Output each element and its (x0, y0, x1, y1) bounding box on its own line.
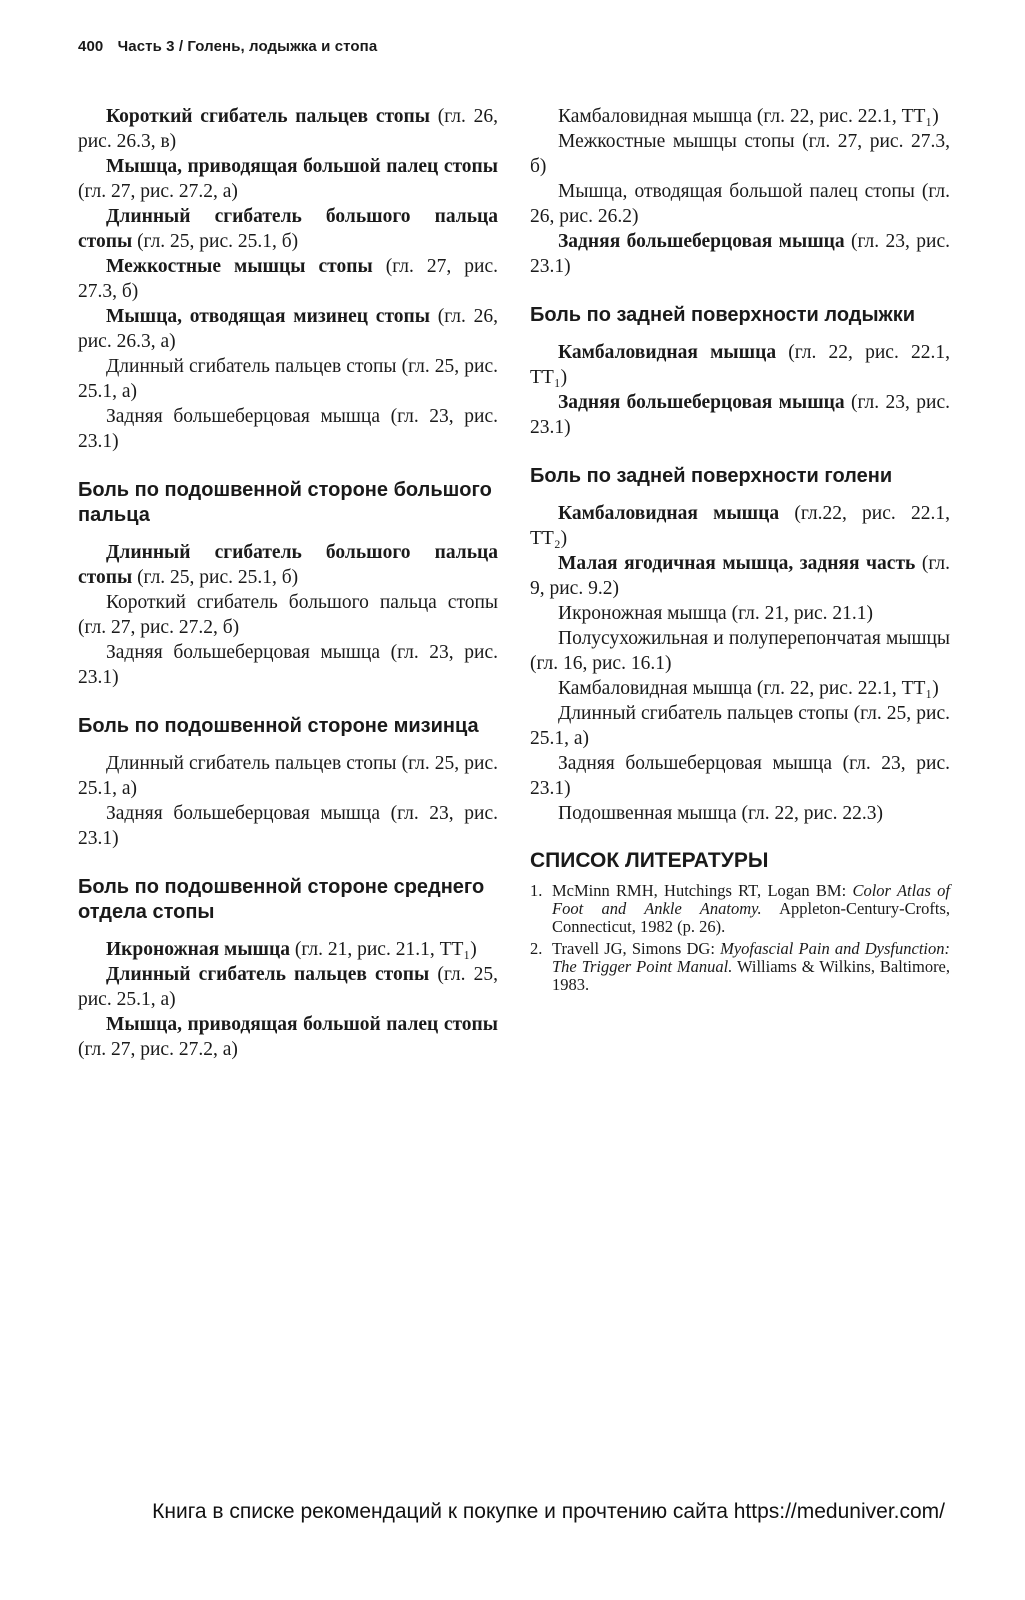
page-number: 400 (78, 38, 104, 55)
footer-note[interactable]: Книга в списке рекомендаций к покупке и прочтению сайта https://meduniver.com/ (152, 1500, 945, 1523)
muscle-entry (530, 701, 950, 751)
muscle-reference: Задняя большеберцовая мышца (гл. 23, рис. 23.1) (78, 406, 498, 452)
left-column (78, 104, 498, 1062)
muscle-name: Длинный сгибатель пальцев стопы (106, 964, 430, 985)
muscle-reference: (гл. 23, рис. 23.1) (530, 231, 950, 277)
muscle-name: Мышца, приводящая большой палец стопы (106, 156, 498, 177)
muscle-entry (78, 154, 498, 204)
reference-title: Myofascial Pain and Dysfunction: The Trigger Point Manual. (552, 939, 950, 976)
reference-number: 2. (530, 939, 543, 958)
muscle-reference: Задняя большеберцовая мышца (гл. 23, рис. 23.1) (78, 803, 498, 849)
muscle-entry (78, 254, 498, 304)
muscle-reference: (гл.22, рис. 22.1, TT₂) (530, 503, 950, 549)
bibliography-item (530, 940, 950, 994)
muscle-name: Мышца, отводящая мизинец стопы (106, 306, 430, 327)
muscle-entry (530, 179, 950, 229)
muscle-reference: (гл. 23, рис. 23.1) (530, 392, 950, 438)
muscle-entry (78, 590, 498, 640)
muscle-entry (78, 104, 498, 154)
muscle-reference: (гл. 21, рис. 21.1, TT₁) (290, 939, 477, 960)
muscle-entry (530, 751, 950, 801)
section-heading: Боль по задней поверхности голени (530, 465, 893, 487)
muscle-reference: Длинный сгибатель пальцев стопы (гл. 25, рис. 25.1, а) (530, 703, 950, 749)
muscle-name: Малая ягодичная мышца, задняя часть (558, 553, 916, 574)
muscle-entry (530, 390, 950, 440)
muscle-entry (78, 801, 498, 851)
muscle-entry (78, 304, 498, 354)
bibliography-item (530, 882, 950, 936)
bibliography-list (530, 882, 950, 994)
muscle-reference: (гл. 26, рис. 26.3, в) (78, 106, 498, 152)
muscle-reference: Камбаловидная мышца (гл. 22, рис. 22.1, TT₁) (558, 106, 939, 127)
muscle-name: Длинный сгибатель большого пальца стопы (78, 206, 498, 252)
muscle-entry (78, 354, 498, 404)
muscle-name: Камбаловидная мышца (558, 342, 777, 363)
bibliography-title: СПИСОК ЛИТЕРАТУРЫ (530, 849, 769, 872)
muscle-reference: (гл. 9, рис. 9.2) (530, 553, 951, 599)
muscle-reference: (гл. 27, рис. 27.2, а) (78, 181, 238, 202)
muscle-entry (530, 626, 950, 676)
muscle-reference: Задняя большеберцовая мышца (гл. 23, рис. 23.1) (530, 753, 950, 799)
section-heading: Боль по подошвенной стороне среднего отдела стопы (78, 876, 485, 923)
muscle-reference: Межкостные мышцы стопы (гл. 27, рис. 27.3, б) (530, 131, 950, 177)
reference-authors: McMinn RMH, Hutchings RT, Logan BM: (552, 881, 853, 900)
muscle-reference: (гл. 25, рис. 25.1, б) (132, 231, 299, 252)
muscle-entry (78, 937, 498, 962)
muscle-name: Короткий сгибатель пальцев стопы (106, 106, 431, 127)
section-heading: Боль по подошвенной стороне большого пальца (78, 479, 492, 526)
muscle-reference: Мышца, отводящая большой палец стопы (гл. 26, рис. 26.2) (530, 181, 950, 227)
muscle-entry (78, 540, 498, 590)
muscle-reference: Длинный сгибатель пальцев стопы (гл. 25, рис. 25.1, а) (78, 356, 498, 402)
muscle-reference: (гл. 25, рис. 25.1, б) (132, 567, 299, 588)
reference-publisher: Appleton-Century-Crofts, Connecticut, 1982 (p. 26). (552, 899, 950, 936)
muscle-reference: Задняя большеберцовая мышца (гл. 23, рис. 23.1) (78, 642, 498, 688)
running-head (78, 38, 377, 55)
muscle-reference: Икроножная мышца (гл. 21, рис. 21.1) (558, 603, 874, 624)
muscle-entry (530, 601, 950, 626)
muscle-name: Межкостные мышцы стопы (106, 256, 373, 277)
right-column (530, 104, 950, 998)
section-heading: Боль по задней поверхности лодыжки (530, 304, 916, 326)
muscle-reference: (гл. 27, рис. 27.3, б) (78, 256, 498, 302)
muscle-entry (530, 501, 950, 551)
muscle-name: Мышца, приводящая большой палец стопы (106, 1014, 498, 1035)
section-title: Часть 3 / Голень, лодыжка и стопа (117, 38, 378, 55)
muscle-reference: Короткий сгибатель большого пальца стопы (гл. 27, рис. 27.2, б) (78, 592, 498, 638)
muscle-reference: Камбаловидная мышца (гл. 22, рис. 22.1, TT₁) (558, 678, 939, 699)
muscle-entry (78, 404, 498, 454)
muscle-name: Задняя большеберцовая мышца (558, 231, 845, 252)
muscle-reference: (гл. 22, рис. 22.1, TT₁) (530, 342, 950, 388)
muscle-reference: (гл. 27, рис. 27.2, а) (78, 1039, 238, 1060)
muscle-entry (78, 1012, 498, 1062)
muscle-entry (530, 229, 950, 279)
muscle-entry (530, 104, 950, 129)
section-heading: Боль по подошвенной стороне мизинца (78, 715, 479, 737)
muscle-name: Длинный сгибатель большого пальца стопы (78, 542, 498, 588)
muscle-entry (78, 204, 498, 254)
muscle-reference: Длинный сгибатель пальцев стопы (гл. 25, рис. 25.1, а) (78, 753, 498, 799)
muscle-name: Камбаловидная мышца (558, 503, 780, 524)
reference-publisher: Williams & Wilkins, Baltimore, 1983. (552, 957, 951, 994)
muscle-entry (530, 676, 950, 701)
muscle-entry (530, 801, 950, 826)
reference-number: 1. (530, 881, 543, 900)
muscle-entry (78, 640, 498, 690)
muscle-reference: Полусухожильная и полуперепончатая мышцы (гл. 16, рис. 16.1) (530, 628, 950, 674)
muscle-entry (530, 340, 950, 390)
reference-title: Color Atlas of Foot and Ankle Anatomy. (552, 881, 951, 918)
reference-authors: Travell JG, Simons DG: (552, 939, 721, 958)
right-column-items (530, 104, 950, 826)
muscle-name: Задняя большеберцовая мышца (558, 392, 845, 413)
muscle-name: Икроножная мышца (106, 939, 291, 960)
muscle-entry (78, 962, 498, 1012)
muscle-reference: (гл. 26, рис. 26.3, а) (78, 306, 498, 352)
muscle-reference: Подошвенная мышца (гл. 22, рис. 22.3) (558, 803, 883, 824)
muscle-entry (530, 129, 950, 179)
muscle-entry (530, 551, 950, 601)
muscle-reference: (гл. 25, рис. 25.1, а) (78, 964, 499, 1010)
muscle-entry (78, 751, 498, 801)
